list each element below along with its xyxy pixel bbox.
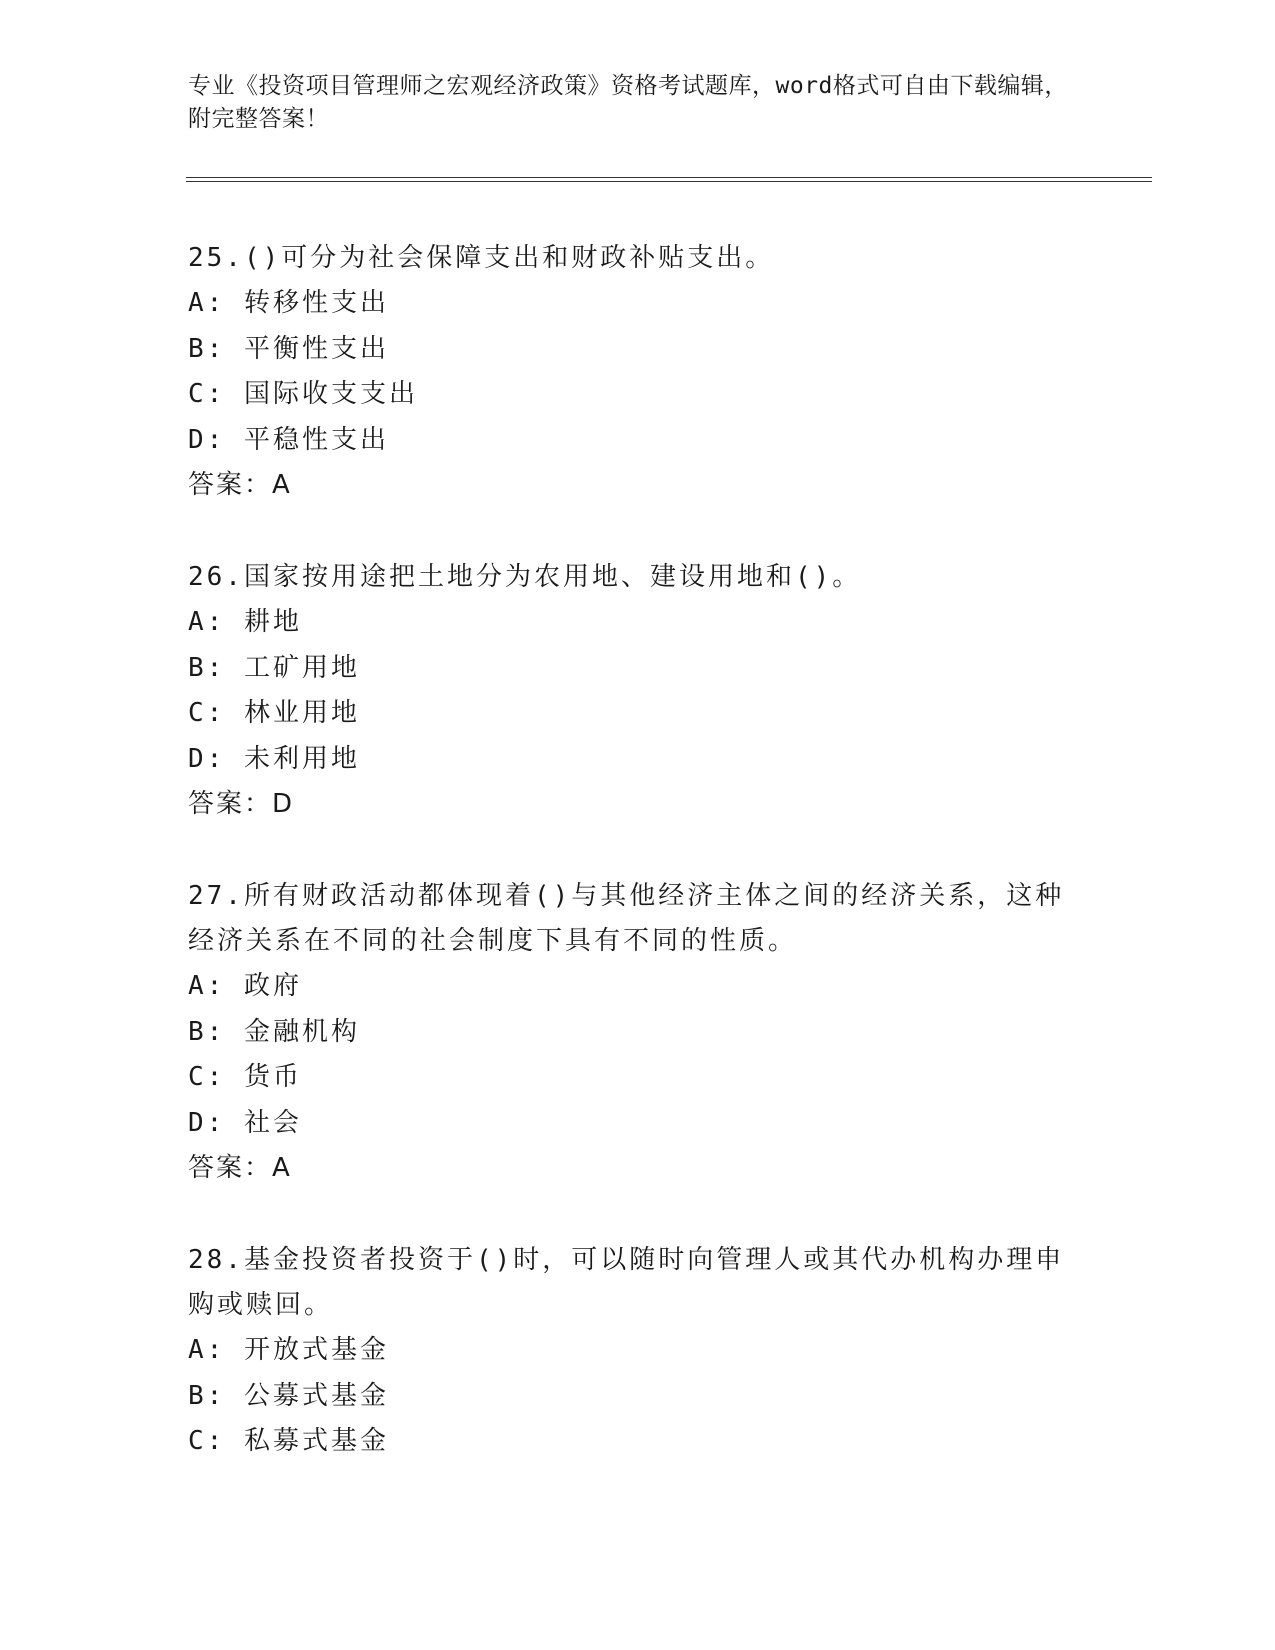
- option-b: B: 公募式基金: [188, 1380, 389, 1411]
- question-27: [188, 874, 1088, 1191]
- question-list: [188, 236, 1088, 1512]
- option-a: A: 转移性支出: [188, 288, 389, 318]
- header-divider: [186, 177, 1152, 182]
- option-c: C: 私募式基金: [188, 1426, 389, 1456]
- option-d: D: 未利用地: [188, 743, 360, 774]
- option-b: B: 金融机构: [188, 1016, 360, 1047]
- answer: 答案：D: [188, 789, 295, 819]
- question-stem: 27.所有财政活动都体现着()与其他经济主体之间的经济关系，这种经济关系在不同的社会制度下具有不同的性质。: [188, 881, 1065, 956]
- option-a: A: 开放式基金: [188, 1335, 389, 1365]
- intro-text: 专业《投资项目管理师之宏观经济政策》资格考试题库，word格式可自由下载编辑，附完整答案！: [188, 73, 1068, 132]
- option-a: A: 政府: [188, 971, 302, 1001]
- question-28: [188, 1238, 1088, 1465]
- question-stem: 28.基金投资者投资于()时，可以随时向管理人或其代办机构办理申购或赎回。: [188, 1245, 1065, 1320]
- answer: 答案：A: [188, 470, 292, 500]
- option-c: C: 林业用地: [188, 698, 360, 728]
- question-stem: 25.()可分为社会保障支出和财政补贴支出。: [188, 243, 775, 273]
- document-header: [188, 70, 1068, 136]
- option-b: B: 平衡性支出: [188, 333, 389, 364]
- answer: 答案：A: [188, 1153, 292, 1183]
- question-stem: 26.国家按用途把土地分为农用地、建设用地和()。: [188, 562, 862, 592]
- option-d: D: 社会: [188, 1107, 302, 1138]
- option-b: B: 工矿用地: [188, 652, 360, 683]
- question-25: [188, 236, 1088, 508]
- option-d: D: 平稳性支出: [188, 424, 389, 455]
- question-26: [188, 555, 1088, 827]
- option-c: C: 国际收支支出: [188, 379, 418, 409]
- option-a: A: 耕地: [188, 607, 302, 637]
- option-c: C: 货币: [188, 1062, 302, 1092]
